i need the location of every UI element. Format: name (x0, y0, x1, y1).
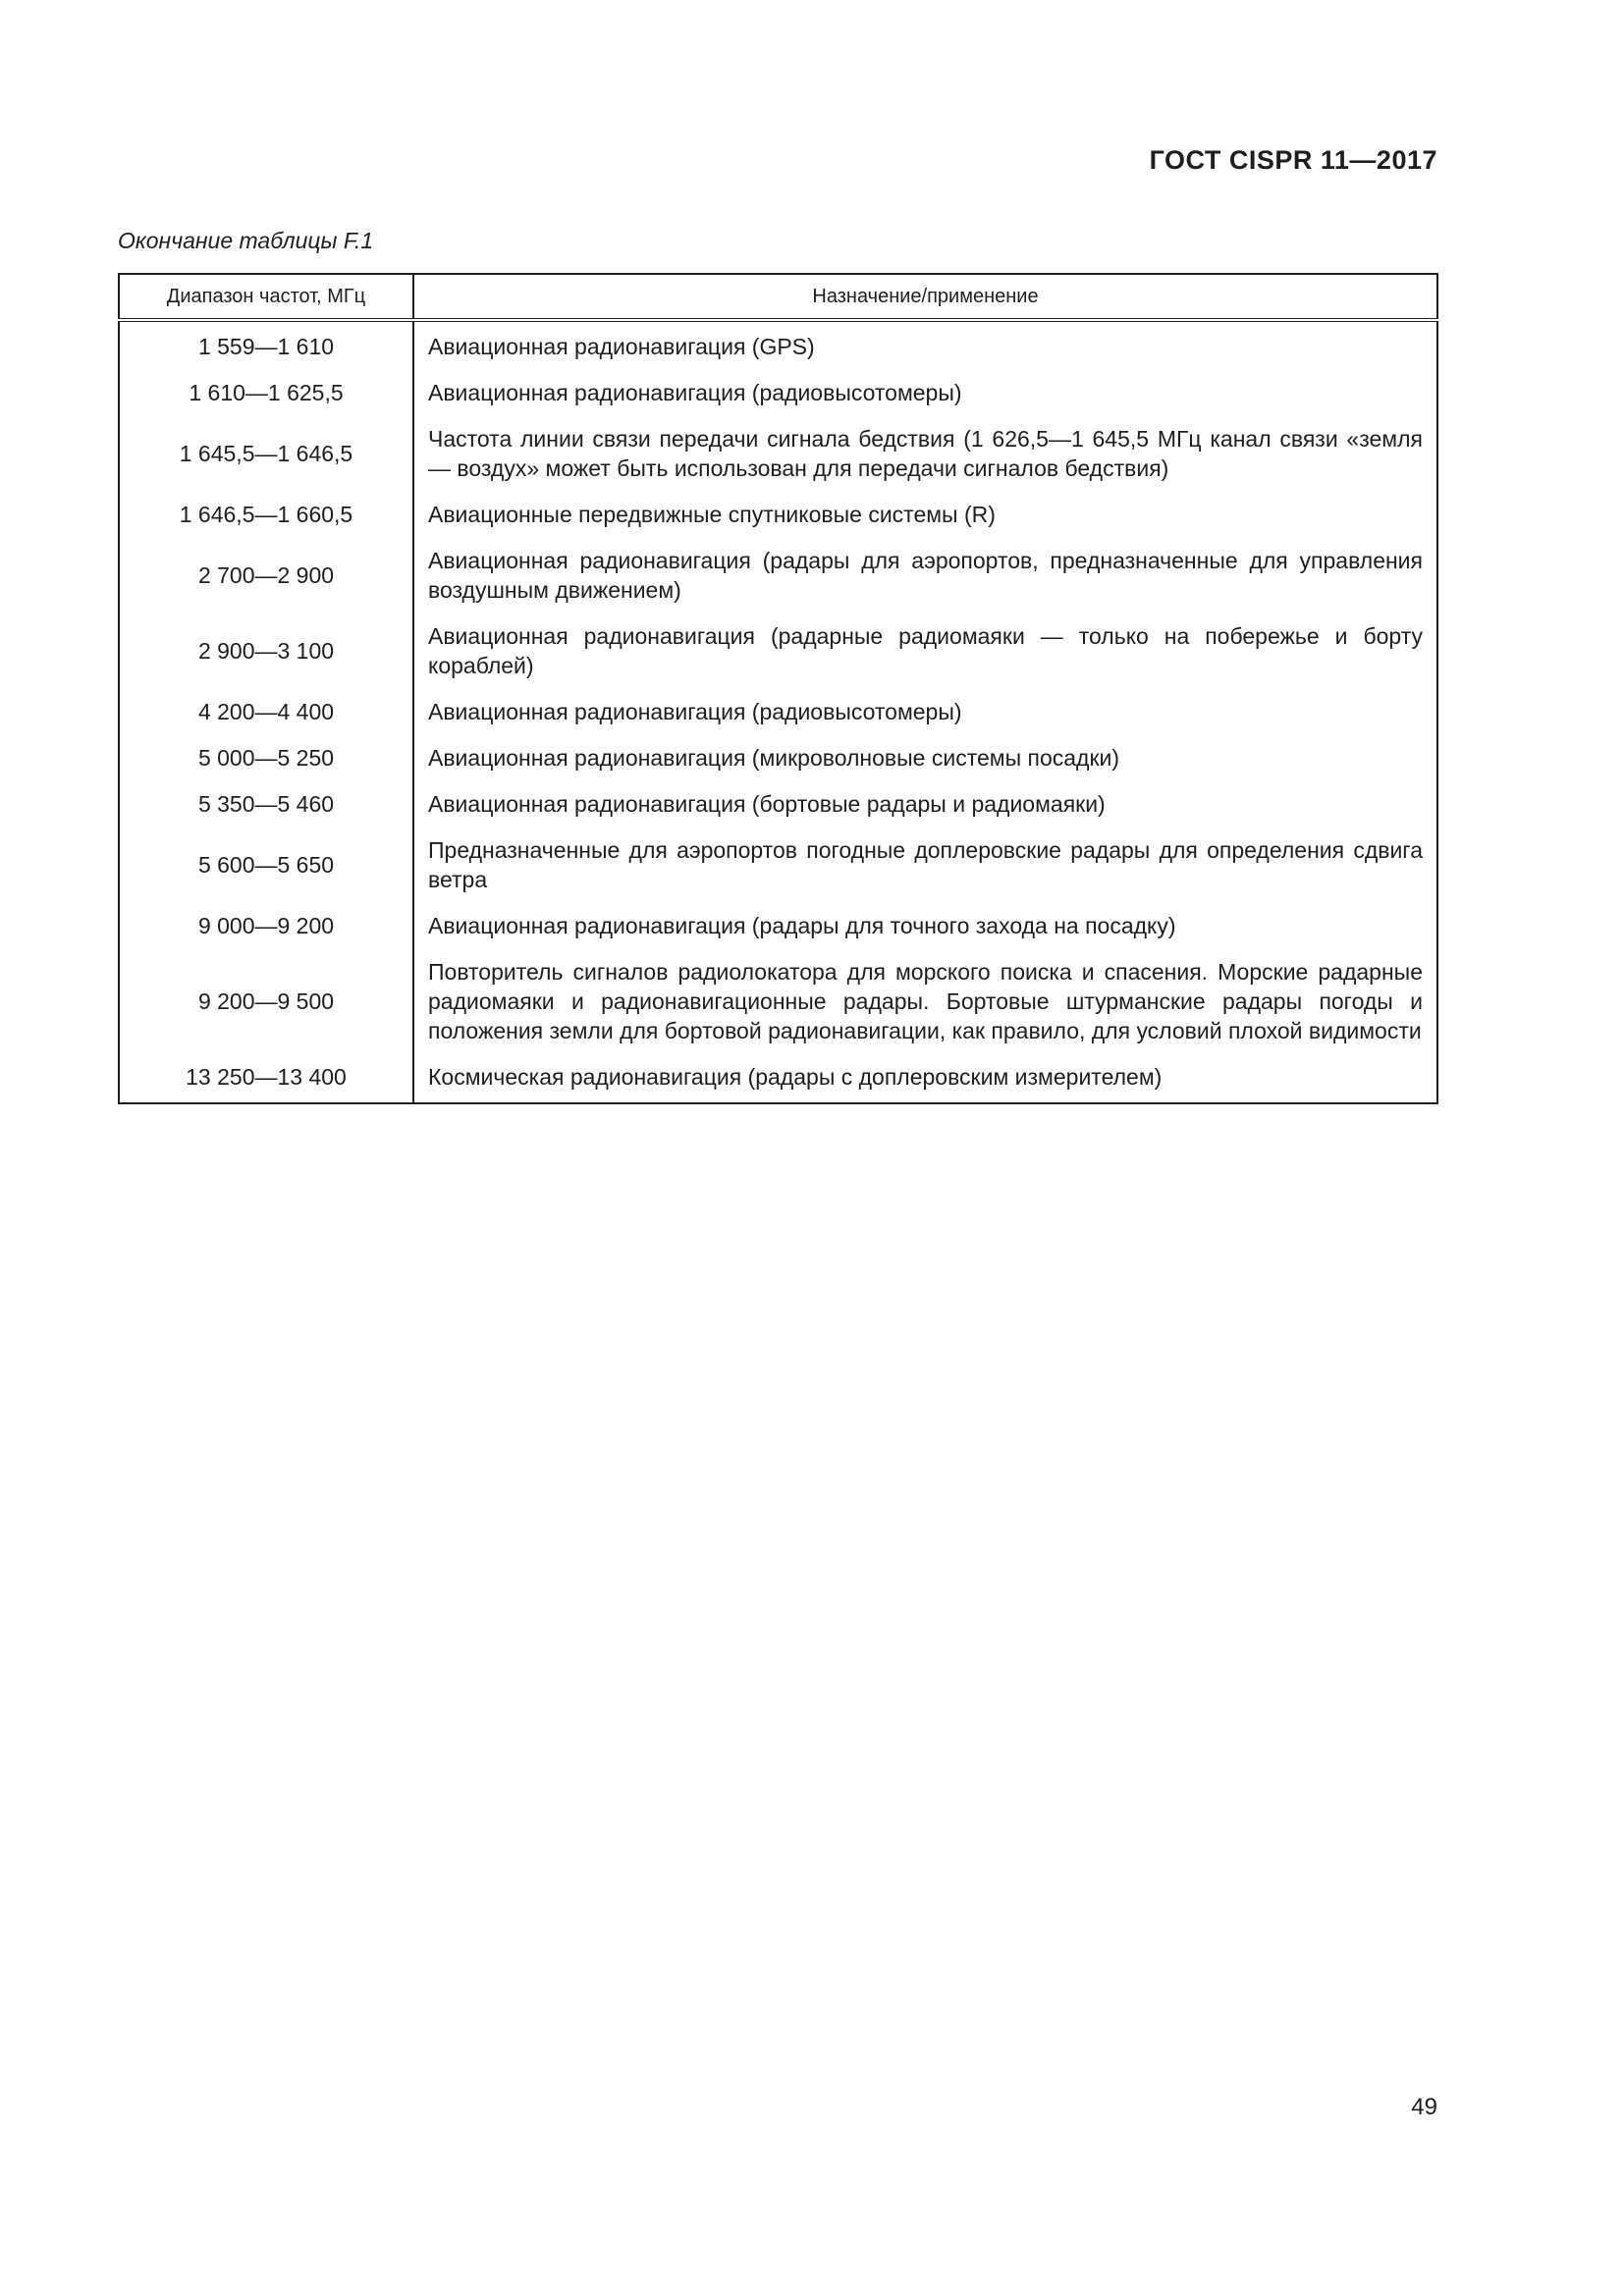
frequency-range-cell: 1 559—1 610 (119, 320, 413, 370)
table-body (119, 320, 1437, 1103)
purpose-cell: Авиационная радионавигация (бортовые радары и радиомаяки) (428, 791, 1106, 817)
frequency-range-cell: 4 200—4 400 (119, 689, 413, 735)
frequency-range-cell: 1 610—1 625,5 (119, 370, 413, 416)
frequency-range-cell: 9 200—9 500 (119, 949, 413, 1054)
frequency-range-cell: 13 250—13 400 (119, 1054, 413, 1103)
document-code: ГОСТ CISPR 11—2017 (1149, 145, 1437, 175)
table-row (119, 781, 1437, 828)
frequency-range-cell: 5 600—5 650 (119, 828, 413, 903)
frequency-range-cell: 1 646,5—1 660,5 (119, 492, 413, 538)
page-number: 49 (1411, 2094, 1437, 2120)
table-header-row (119, 274, 1437, 320)
frequency-range-cell: 5 350—5 460 (119, 781, 413, 828)
purpose-cell: Предназначенные для аэропортов погодные доплеровские радары для определения сдвига ветра (428, 837, 1423, 892)
frequency-range-cell: 1 645,5—1 646,5 (119, 416, 413, 492)
table-row (119, 614, 1437, 689)
table-row (119, 903, 1437, 949)
purpose-cell: Авиационная радионавигация (радары для точного захода на посадку) (428, 913, 1176, 938)
purpose-cell: Авиационная радионавигация (радиовысотомеры) (428, 699, 962, 724)
table-row (119, 492, 1437, 538)
frequency-range-cell: 2 900—3 100 (119, 614, 413, 689)
purpose-cell: Авиационная радионавигация (радарные радиомаяки — только на побережье и борту кораблей) (428, 623, 1423, 678)
frequency-range-cell: 5 000—5 250 (119, 735, 413, 781)
frequency-range-cell: 9 000—9 200 (119, 903, 413, 949)
purpose-cell: Авиационная радионавигация (микроволновые системы посадки) (428, 745, 1120, 771)
frequency-table (118, 273, 1438, 1104)
purpose-cell: Повторитель сигналов радиолокатора для морского поиска и спасения. Морские радарные радиомаяки и радионавигационные радары. Бортовые штурманские радары погоды и положения земли для бортовой радионавигации, как правило, для условий плохой видимости (428, 959, 1423, 1043)
table-row (119, 735, 1437, 781)
purpose-cell: Авиационная радионавигация (радиовысотомеры) (428, 380, 962, 405)
table-row (119, 538, 1437, 614)
table-caption: Окончание таблицы F.1 (118, 228, 374, 253)
purpose-cell: Частота линии связи передачи сигнала бедствия (1 626,5—1 645,5 МГц канал связи «земля — воздух» может быть использован для передачи сигналов бедствия) (428, 426, 1423, 481)
column-header-purpose: Назначение/применение (413, 274, 1437, 320)
frequency-range-cell: 2 700—2 900 (119, 538, 413, 614)
table-row (119, 1054, 1437, 1103)
table-row (119, 416, 1437, 492)
table-row (119, 689, 1437, 735)
table-row (119, 828, 1437, 903)
column-header-frequency-range: Диапазон частот, МГц (119, 274, 413, 320)
table-row (119, 949, 1437, 1054)
purpose-cell: Космическая радионавигация (радары с доплеровским измерителем) (428, 1064, 1163, 1090)
table-row (119, 370, 1437, 416)
purpose-cell: Авиационная радионавигация (GPS) (428, 334, 815, 359)
purpose-cell: Авиационная радионавигация (радары для аэропортов, предназначенные для управления воздушным движением) (428, 548, 1423, 603)
table-row (119, 320, 1437, 370)
purpose-cell: Авиационные передвижные спутниковые системы (R) (428, 502, 996, 527)
